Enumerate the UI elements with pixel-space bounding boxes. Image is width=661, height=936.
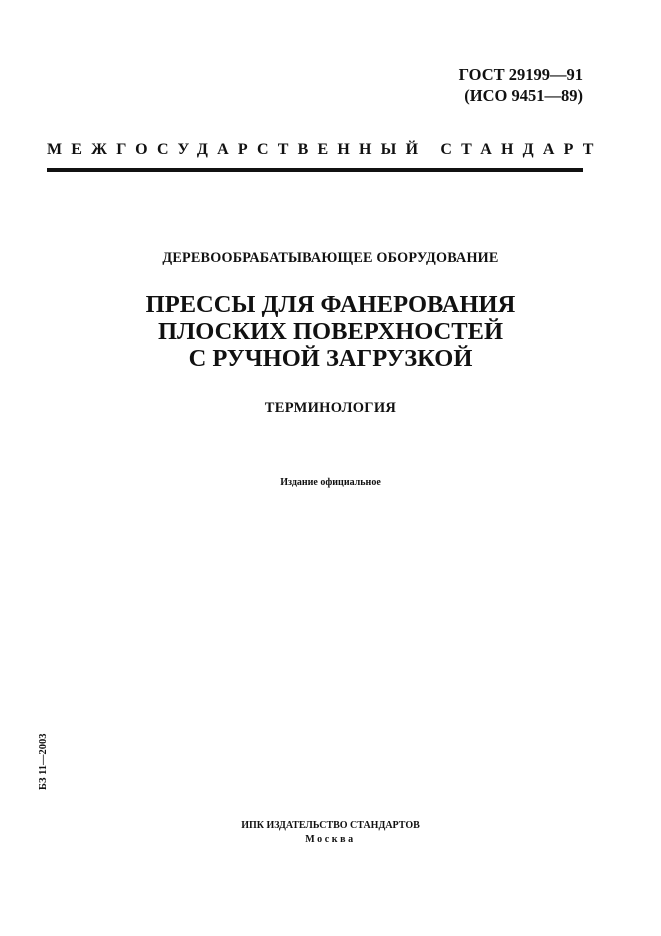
category-title: ДЕРЕВООБРАБАТЫВАЮЩЕЕ ОБОРУДОВАНИЕ	[162, 250, 499, 266]
document-codes	[459, 64, 583, 106]
main-title-line: ПЛОСКИХ ПОВЕРХНОСТЕЙ	[158, 318, 503, 345]
main-title-line: С РУЧНОЙ ЗАГРУЗКОЙ	[188, 345, 473, 372]
gost-number: ГОСТ 29199—91	[458, 65, 583, 84]
main-title-line: ПРЕССЫ ДЛЯ ФАНЕРОВАНИЯ	[145, 291, 516, 318]
header-divider	[47, 168, 583, 172]
publisher-block	[0, 819, 661, 847]
edition-note: Издание официальное	[280, 477, 381, 488]
interstate-standard-header: МЕЖГОСУДАРСТВЕННЫЙ СТАНДАРТ	[47, 141, 603, 158]
publisher-city: Москва	[305, 834, 356, 845]
side-code: БЗ 11—2003	[38, 733, 49, 790]
iso-number: (ИСО 9451—89)	[464, 86, 583, 105]
main-title	[0, 291, 661, 372]
subtitle: ТЕРМИНОЛОГИЯ	[264, 400, 397, 416]
publisher-name: ИПК ИЗДАТЕЛЬСТВО СТАНДАРТОВ	[241, 820, 420, 831]
